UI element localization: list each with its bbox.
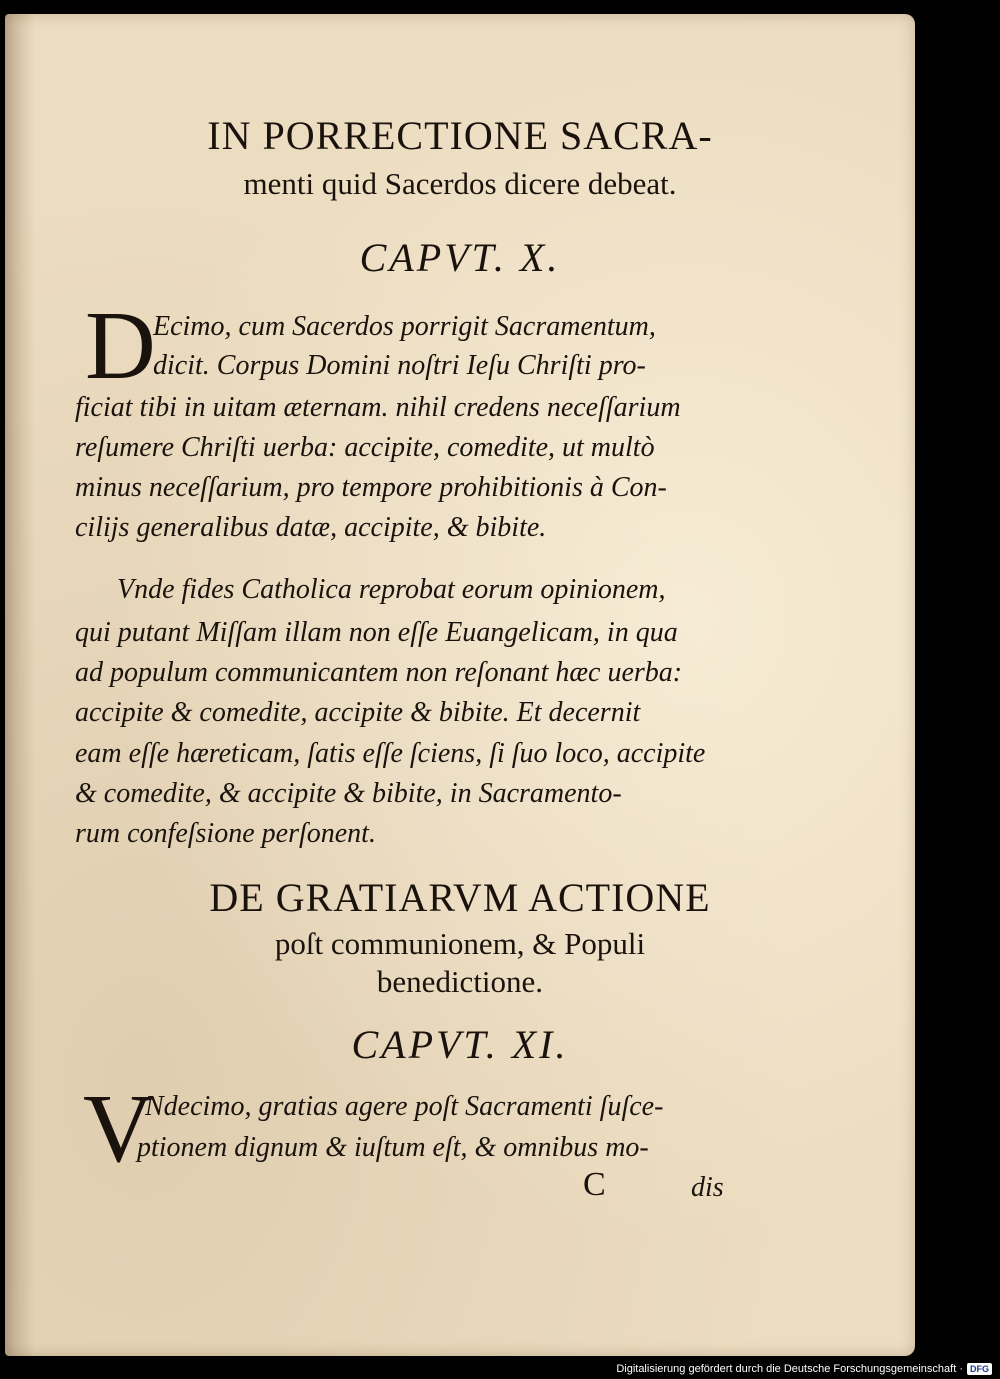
credit-text: Digitalisierung gefördert durch die Deutsche Forschungsgemeinschaft ·	[616, 1363, 963, 1375]
section-heading-line-3: benedictione.	[376, 964, 544, 999]
digitization-credit	[616, 1363, 992, 1375]
text-line: cilijs generalibus datæ, accipite, & bibite.	[75, 512, 547, 543]
text-line: dicit. Corpus Domini noſtri Ieſu Chriſti pro-	[153, 350, 646, 381]
dfg-logo-icon: DFG	[967, 1363, 992, 1375]
text-line: reſumere Chriſti uerba: accipite, comedite, ut multò	[75, 432, 655, 463]
drop-cap: V	[83, 1075, 154, 1183]
section-heading-line-1: DE GRATIARVM ACTIONE	[209, 875, 711, 920]
drop-cap: D	[85, 292, 156, 400]
chapter-title: CAPVT. X.	[359, 235, 561, 280]
catchword: dis	[691, 1172, 724, 1203]
section-heading-line-1: IN PORRECTIONE SACRA-	[207, 113, 713, 158]
text-line: ficiat tibi in uitam æternam. nihil credens neceſſarium	[75, 392, 681, 423]
text-line: & comedite, & accipite & bibite, in Sacramento-	[75, 778, 622, 809]
text-line: rum confeſsione perſonent.	[75, 818, 376, 849]
text-line: Vnde fides Catholica reprobat eorum opinionem,	[117, 574, 666, 605]
book-page	[5, 14, 915, 1356]
text-line: ad populum communicantem non reſonant hæc uerba:	[75, 657, 683, 688]
text-line: qui putant Miſſam illam non eſſe Euangelicam, in qua	[75, 617, 678, 648]
text-line: eam eſſe hæreticam, ſatis eſſe ſciens, ſi ſuo loco, accipite	[75, 738, 706, 769]
text-line: ptionem dignum & iuſtum eſt, & omnibus mo-	[137, 1132, 649, 1163]
text-line: accipite & comedite, accipite & bibite. Et decernit	[75, 697, 641, 728]
text-line: Ecimo, cum Sacerdos porrigit Sacramentum,	[153, 311, 656, 342]
signature-mark: C	[583, 1166, 606, 1203]
chapter-title: CAPVT. XI.	[351, 1022, 569, 1067]
text-line: Ndecimo, gratias agere poſt Sacramenti ſuſce-	[145, 1091, 664, 1122]
text-line: minus neceſſarium, pro tempore prohibitionis à Con-	[75, 472, 667, 503]
section-heading-line-2: poſt communionem, & Populi	[274, 926, 646, 961]
section-heading-line-2: menti quid Sacerdos dicere debeat.	[243, 166, 677, 201]
